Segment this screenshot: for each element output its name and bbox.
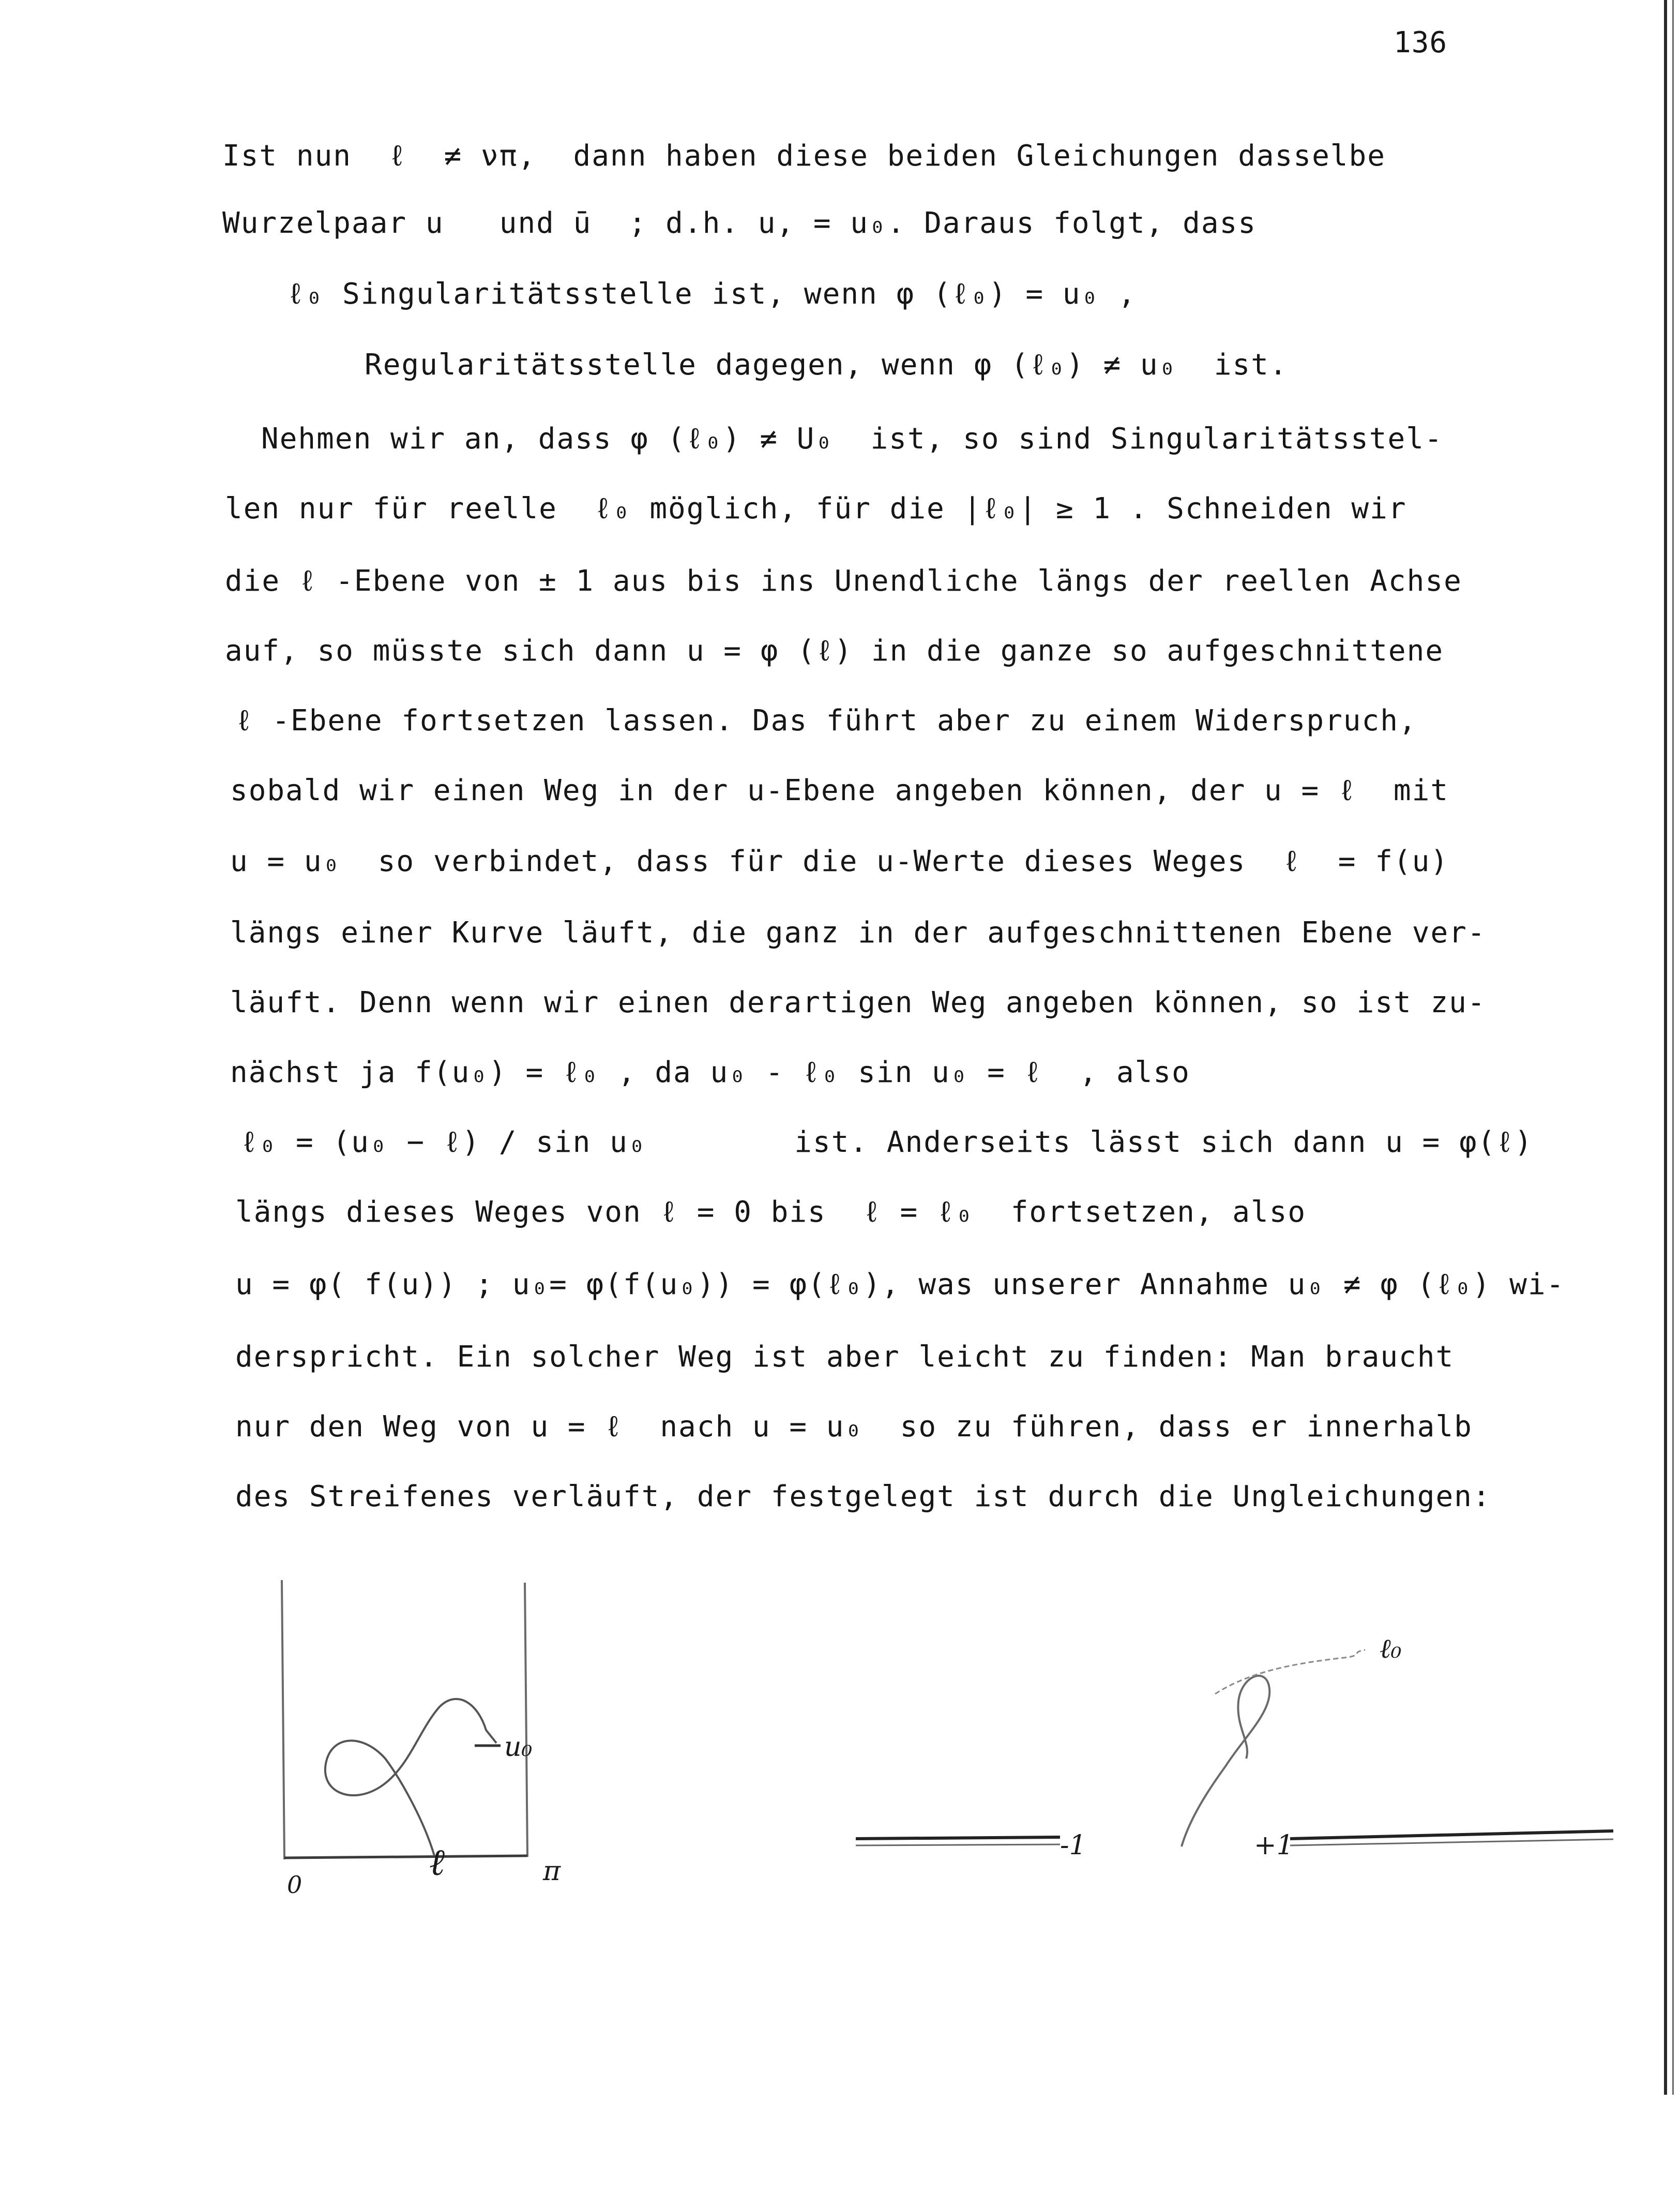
l-label: ℓ [429, 1840, 445, 1884]
text-line-9: ℓ -Ebene fortsetzen lassen. Das führt aber zu einem Widerspruch, [235, 704, 1417, 738]
text-line-15: ℓ₀ = (u₀ − ℓ) / sin u₀ ist. Anderseits lässt sich dann u = φ(ℓ) [240, 1125, 1533, 1159]
text-line-10: sobald wir einen Weg in der u-Ebene angeben können, der u = ℓ mit [230, 774, 1449, 807]
bottom-margin [0, 2095, 1680, 2193]
text-line-5: Nehmen wir an, dass φ (ℓ₀) ≠ U₀ ist, so sind Singularitätsstel- [261, 422, 1443, 456]
text-line-2: Wurzelpaar u und ū ; d.h. u, = u₀. Daraus folgt, dass [222, 206, 1257, 240]
text-line-3: ℓ₀ Singularitätsstelle ist, wenn φ (ℓ₀) = u₀ , [287, 277, 1137, 311]
text-line-1: Ist nun ℓ ≠ νπ, dann haben diese beiden Gleichungen dasselbe [222, 139, 1386, 173]
text-line-4: Regularitätsstelle dagegen, wenn φ (ℓ₀) ≠ u₀ ist. [365, 348, 1288, 382]
origin-label: 0 [287, 1871, 302, 1899]
text-line-8: auf, so müsste sich dann u = φ (ℓ) in die ganze so aufgeschnittene [225, 634, 1444, 668]
path-curve [325, 1699, 496, 1856]
text-line-19: nur den Weg von u = ℓ nach u = u₀ so zu führen, dass er innerhalb [235, 1410, 1473, 1444]
text-line-11: u = u₀ so verbindet, dass für die u-Werte dieses Weges ℓ = f(u) [230, 845, 1449, 878]
right-cut-line [1290, 1831, 1613, 1839]
strip-figure [282, 1580, 527, 1859]
curve-to-l0 [1215, 1650, 1365, 1694]
left-cut-line-shadow [856, 1844, 1060, 1845]
text-line-16: längs dieses Weges von ℓ = 0 bis ℓ = ℓ₀ fortsetzen, also [235, 1195, 1307, 1229]
left-cut-line [856, 1837, 1060, 1839]
strip-left-boundary [282, 1580, 284, 1859]
text-line-7: die ℓ -Ebene von ± 1 aus bis ins Unendliche längs der reellen Achse [225, 564, 1462, 598]
page-edge-line [1664, 0, 1667, 2095]
u0-label: u₀ [504, 1732, 533, 1763]
cut-plane-figure [856, 1650, 1613, 1846]
text-line-12: längs einer Kurve läuft, die ganz in der aufgeschnittenen Ebene ver- [230, 916, 1486, 950]
plus-one-label: +1 [1254, 1830, 1294, 1861]
strip-baseline [284, 1856, 527, 1858]
text-line-14: nächst ja f(u₀) = ℓ₀ , da u₀ - ℓ₀ sin u₀ = ℓ , also [230, 1056, 1190, 1089]
text-line-18: derspricht. Ein solcher Weg ist aber leicht zu finden: Man braucht [235, 1340, 1455, 1374]
text-line-13: läuft. Denn wenn wir einen derartigen Weg angeben können, so ist zu- [230, 986, 1486, 1019]
text-line-6: len nur für reelle ℓ₀ möglich, für die |ℓ₀| ≥ 1 . Schneiden wir [225, 492, 1407, 525]
text-line-17: u = φ( f(u)) ; u₀= φ(f(u₀)) = φ(ℓ₀), was unserer Annahme u₀ ≠ φ (ℓ₀) wi- [235, 1268, 1565, 1301]
minus-one-label: -1 [1060, 1830, 1086, 1861]
page-edge-shadow [1672, 0, 1674, 2095]
page-number: 136 [1394, 26, 1448, 59]
strip-right-boundary [525, 1583, 527, 1857]
l0-label: ℓ₀ [1380, 1633, 1402, 1664]
pi-label: π [543, 1856, 561, 1887]
text-line-20: des Streifenes verläuft, der festgelegt ist durch die Ungleichungen: [235, 1480, 1491, 1513]
right-cut-line-shadow [1290, 1839, 1613, 1845]
mapped-curve [1182, 1676, 1269, 1846]
